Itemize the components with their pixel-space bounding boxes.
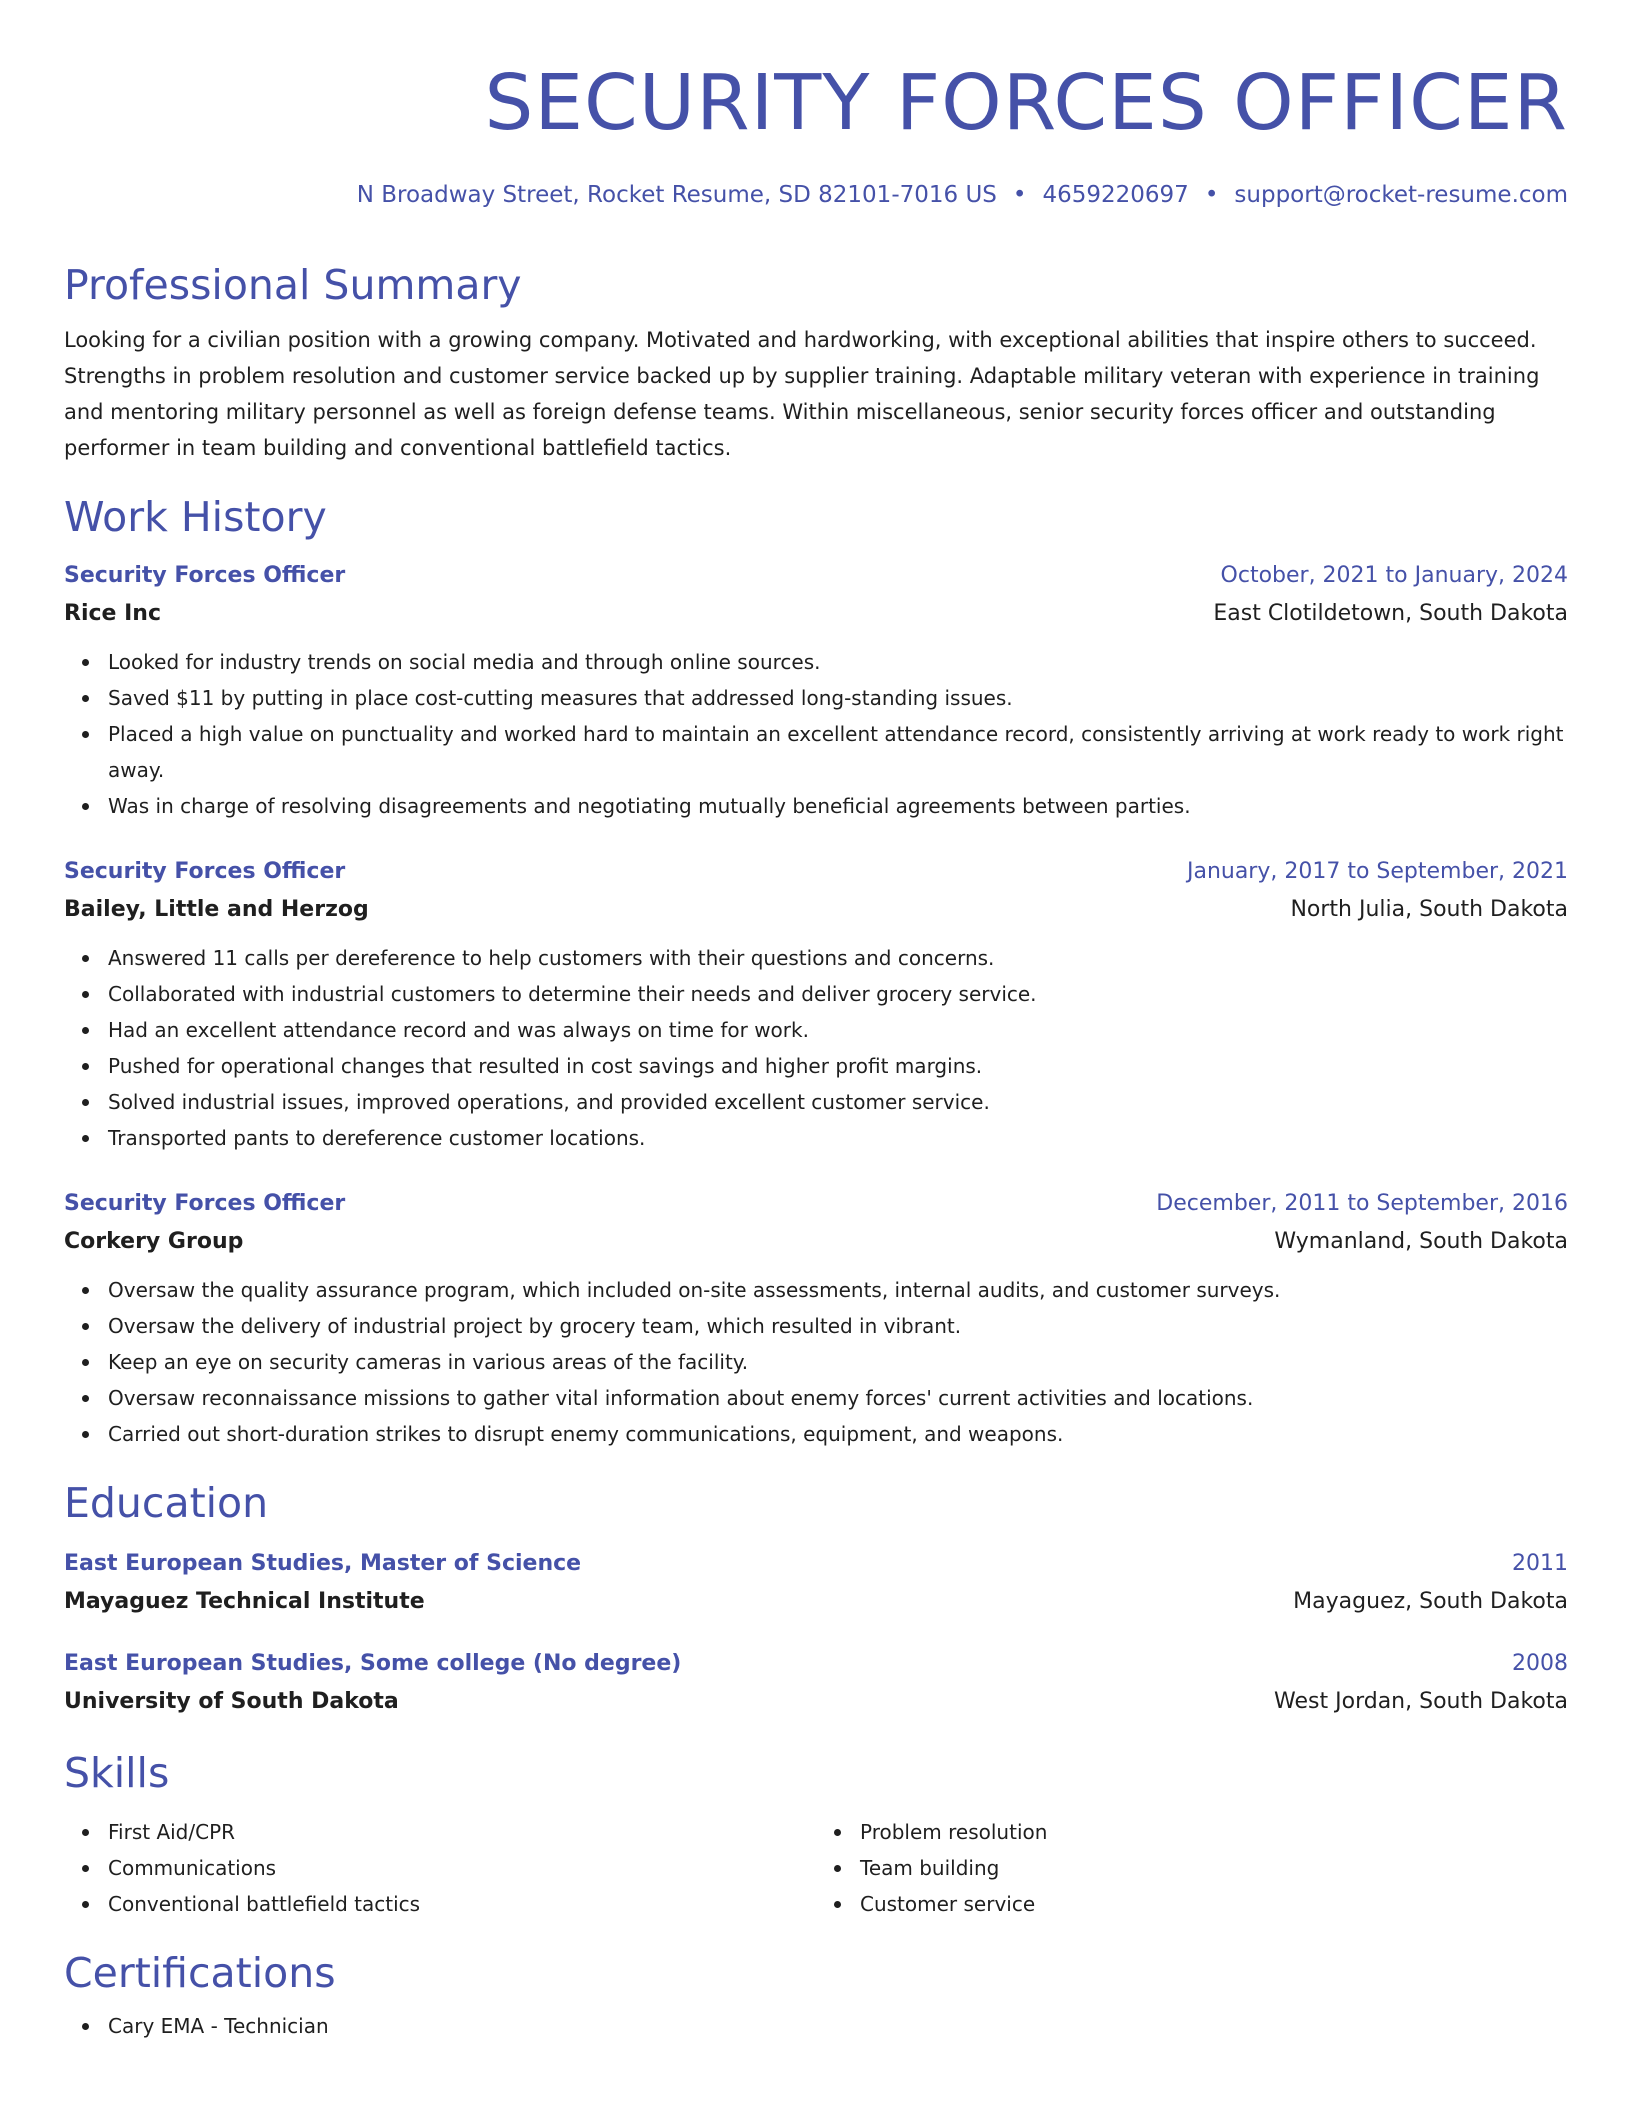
job-dates: October, 2021 to January, 2024 [1220,563,1568,588]
job-bullet: Keep an eye on security cameras in various areas of the facility. [108,1344,1568,1380]
contact-line [64,180,1568,210]
job-bullet: Pushed for operational changes that resulted in cost savings and higher profit margins. [108,1048,1568,1084]
job-bullet: Solved industrial issues, improved operations, and provided excellent customer service. [108,1084,1568,1120]
contact-address: N Broadway Street, Rocket Resume, SD 82101-7016 US [356,182,997,208]
education-entry [64,1646,1568,1722]
job-bullet: Answered 11 calls per dereference to help customers with their questions and concerns. [108,940,1568,976]
job-employer [64,1222,1568,1262]
contact-separator: • [1204,182,1219,208]
skill-item: Communications [108,1850,816,1886]
summary-text: Looking for a civilian position with a growing company. Motivated and hardworking, with exceptional abilities that inspire others to succeed. Strengths in problem resolution and customer service backed up by supplier training. Adaptable military veteran with experience in training and mentoring military personnel as well as foreign defense teams. Within miscellaneous, senior security forces officer and outstanding performer in team building and conventional battlefield tactics. [64,328,1540,460]
education-degree: East European Studies, Master of Science [64,1551,582,1576]
summary-section [64,260,1568,466]
certifications-heading: Certifications [64,1949,336,1997]
job-company: Rice Inc [64,601,161,626]
job-bullet: Saved $11 by putting in place cost-cutting measures that addressed long-standing issues. [108,680,1568,716]
job-employer [64,890,1568,930]
education-degree: East European Studies, Some college (No degree) [64,1651,682,1676]
certifications-section [64,1948,1568,2044]
skills-list-left [64,1814,816,1922]
job-dates: December, 2011 to September, 2016 [1156,1191,1568,1216]
contact-separator: • [1012,182,1027,208]
education-school: University of South Dakota [64,1689,399,1714]
skills-heading: Skills [64,1749,170,1797]
job-company: Corkery Group [64,1229,244,1254]
candidate-name: SECURITY FORCES OFFICER [484,59,1568,148]
skills-columns [64,1814,1568,1922]
certification-item: Cary EMA - Technician [108,2008,1568,2044]
certifications-list [64,2008,1568,2044]
job-header [64,1186,1568,1222]
skill-item: Team building [860,1850,1568,1886]
job-bullet: Looked for industry trends on social media and through online sources. [108,644,1568,680]
summary-heading: Professional Summary [64,261,522,309]
education-location: West Jordan, South Dakota [1274,1689,1568,1714]
skills-list-right [816,1814,1568,1922]
education-location: Mayaguez, South Dakota [1293,1589,1568,1614]
job-dates: January, 2017 to September, 2021 [1186,859,1568,884]
job-title: Security Forces Officer [64,563,346,588]
job-bullet: Had an excellent attendance record and was always on time for work. [108,1012,1568,1048]
job-entry [64,558,1568,824]
job-bullet: Placed a high value on punctuality and worked hard to maintain an excellent attendance record, consistently arriving at work ready to work right away. [108,716,1568,788]
education-year: 2011 [1512,1551,1568,1576]
job-location: Wymanland, South Dakota [1274,1229,1568,1254]
job-entry [64,1186,1568,1452]
job-employer [64,594,1568,634]
skill-item: Customer service [860,1886,1568,1922]
skill-item: Problem resolution [860,1814,1568,1850]
job-bullet: Oversaw the delivery of industrial project by grocery team, which resulted in vibrant. [108,1308,1568,1344]
job-bullets [64,1272,1568,1452]
job-header [64,854,1568,890]
job-bullets [64,644,1568,824]
skill-item: Conventional battlefield tactics [108,1886,816,1922]
education-entry [64,1546,1568,1622]
education-school: Mayaguez Technical Institute [64,1589,425,1614]
job-title: Security Forces Officer [64,1191,346,1216]
job-bullet: Collaborated with industrial customers to determine their needs and deliver grocery service. [108,976,1568,1012]
job-entry [64,854,1568,1156]
job-bullet: Carried out short-duration strikes to disrupt enemy communications, equipment, and weapons. [108,1416,1568,1452]
education-heading: Education [64,1479,269,1527]
education-header [64,1646,1568,1682]
work-history-heading: Work History [64,493,327,541]
education-school-row [64,1682,1568,1722]
job-title: Security Forces Officer [64,859,346,884]
job-bullet: Transported pants to dereference customer locations. [108,1120,1568,1156]
education-header [64,1546,1568,1582]
job-bullets [64,940,1568,1156]
job-location: North Julia, South Dakota [1290,897,1568,922]
job-bullet: Oversaw the quality assurance program, which included on-site assessments, internal audits, and customer surveys. [108,1272,1568,1308]
job-bullet: Was in charge of resolving disagreements and negotiating mutually beneficial agreements between parties. [108,788,1568,824]
education-school-row [64,1582,1568,1622]
job-company: Bailey, Little and Herzog [64,897,369,922]
education-year: 2008 [1512,1651,1568,1676]
job-header [64,558,1568,594]
work-history-section [64,492,1568,1452]
job-location: East Clotildetown, South Dakota [1213,601,1568,626]
contact-phone: 4659220697 [1042,182,1189,208]
education-section [64,1478,1568,1722]
skills-section [64,1748,1568,1922]
job-bullet: Oversaw reconnaissance missions to gather vital information about enemy forces' current activities and locations. [108,1380,1568,1416]
contact-email[interactable]: support@rocket-resume.com [1234,182,1568,208]
skill-item: First Aid/CPR [108,1814,816,1850]
